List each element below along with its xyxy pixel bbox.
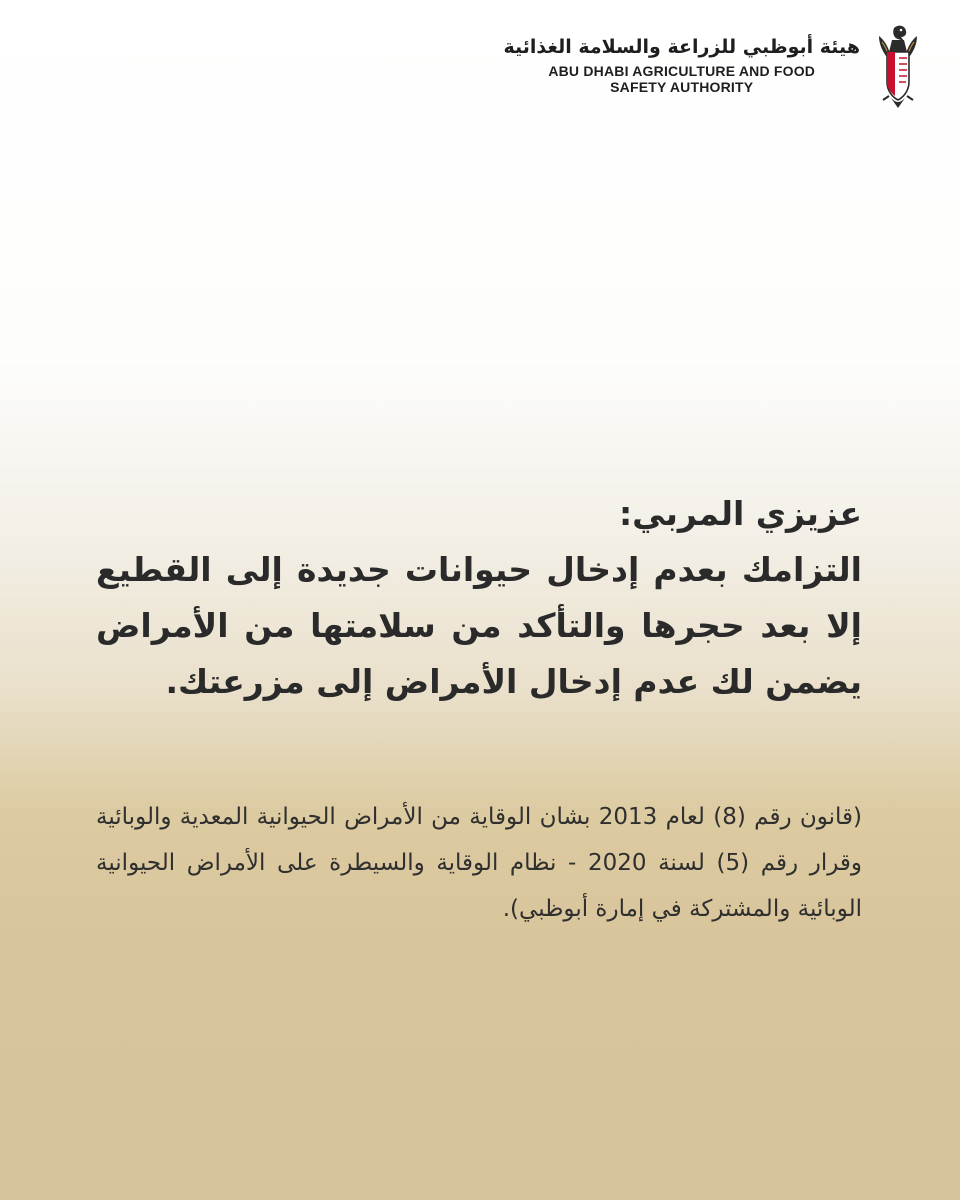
message-greeting: عزيزي المربي: — [618, 494, 862, 533]
org-name-english-line1: ABU DHABI AGRICULTURE AND FOOD — [548, 62, 816, 79]
org-name-arabic: هيئة أبوظبي للزراعة والسلامة الغذائية — [503, 35, 860, 58]
org-name-english-line2: SAFETY AUTHORITY — [610, 78, 754, 95]
org-name — [503, 37, 860, 95]
legal-reference: (قانون رقم (8) لعام 2013 بشان الوقاية من الأمراض الحيوانية المعدية والوبائية وقرار رقم (5) لسنة 2020 - نظام الوقاية والسيطرة على الأمراض الحيوانية الوبائية والمشتركة في إمارة أبوظبي). — [96, 804, 863, 922]
message-body: التزامك بعدم إدخال حيوانات جديدة إلى القطيع إلا بعد حجرها والتأكد من سلامتها من الأمراض يضمن لك عدم إدخال الأمراض إلى مزرعتك. — [96, 550, 862, 701]
org-logo — [503, 22, 922, 110]
awareness-message — [96, 486, 862, 710]
falcon-emblem-icon — [874, 22, 922, 110]
